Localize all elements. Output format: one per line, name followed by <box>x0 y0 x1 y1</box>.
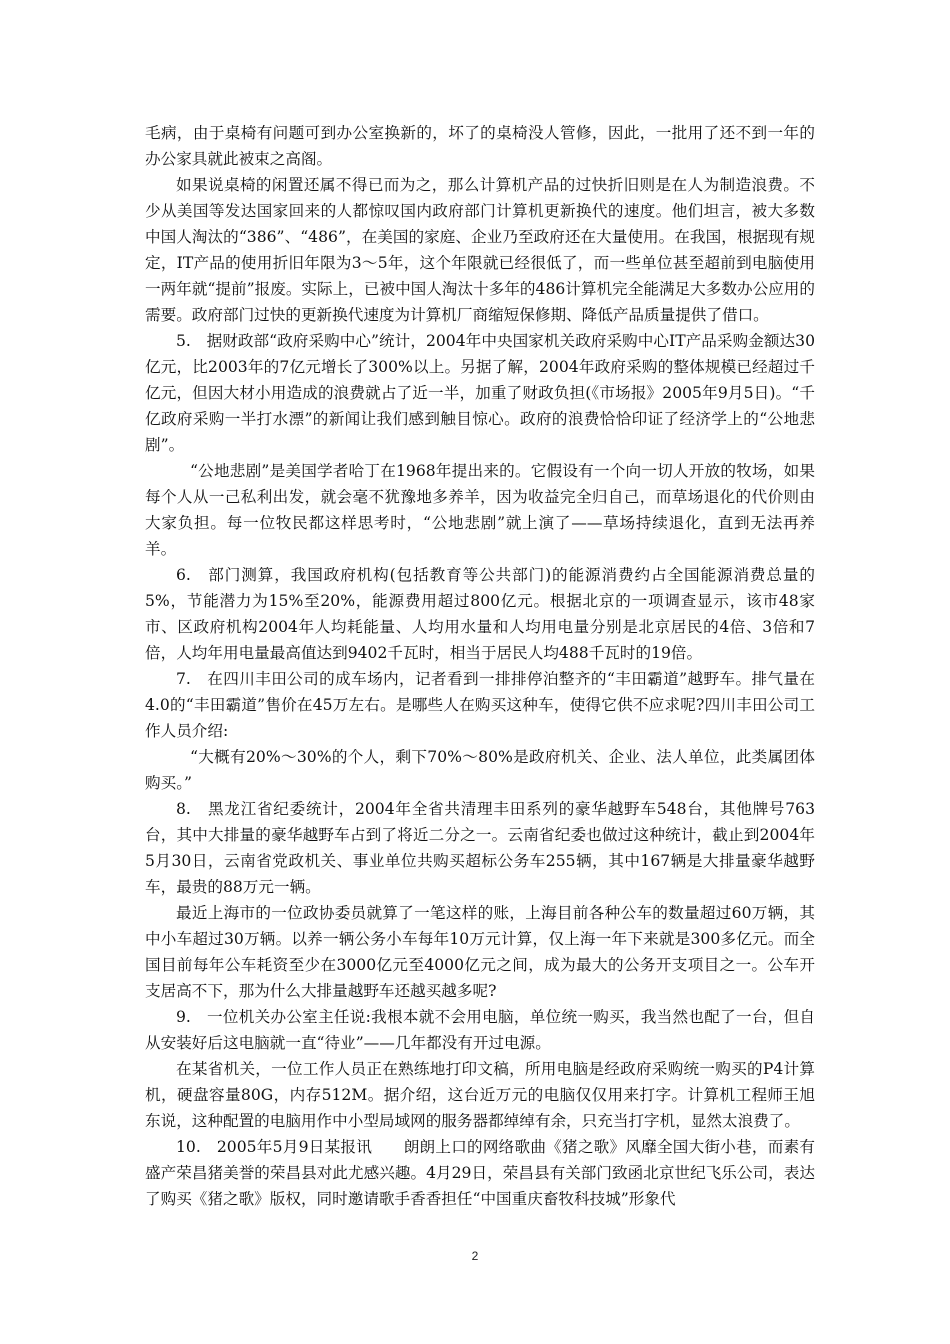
page-number: 2 <box>471 1249 479 1263</box>
body-text <box>145 120 815 1212</box>
paragraph-computer-depreciation: 如果说桌椅的闲置还属不得已而为之，那么计算机产品的过快折旧则是在人为制造浪费。不少从美国等发达国家回来的人都惊叹国内政府部门计算机更新换代的速度。他们坦言，被大多数中国人淘汰的“386”、“486”，在美国的家庭、企业乃至政府还在大量使用。在我国，根据现有规定，IT产品的使用折旧年限为3～5年，这个年限就已经很低了，而一些单位甚至超前到电脑使用一两年就“提前”报废。实际上，已被中国人淘汰十多年的486计算机完全能满足大多数办公应用的需要。政府部门过快的更新换代速度为计算机厂商缩短保修期、降低产品质量提供了借口。 <box>145 176 815 324</box>
paragraph-item-9: 9. 一位机关办公室主任说:我根本就不会用电脑，单位统一购买，我当然也配了一台，但自从安装好后这电脑就一直“待业”——几年都没有开过电源。 <box>145 1008 815 1052</box>
paragraph-tragedy-of-commons: “公地悲剧”是美国学者哈丁在1968年提出来的。它假设有一个向一切人开放的牧场，如果每个人从一己私利出发，就会毫不犹豫地多养羊，因为收益完全归自己，而草场退化的代价则由大家负担。每一位牧民都这样思考时，“公地悲剧”就上演了——草场持续退化，直到无法再养羊。 <box>145 462 815 558</box>
paragraph-item-6: 6. 部门测算，我国政府机构(包括教育等公共部门)的能源消费约占全国能源消费总量的5%，节能潜力为15%至20%，能源费用超过800亿元。根据北京的一项调查显示，该市48家市、区政府机构2004年人均耗能量、人均用水量和人均用电量分别是北京居民的4倍、3倍和7倍，人均年用电量最高值达到9402千瓦时，相当于居民人均488千瓦时的19倍。 <box>145 566 815 662</box>
paragraph-typing-computer: 在某省机关，一位工作人员正在熟练地打印文稿，所用电脑是经政府采购统一购买的P4计算机，硬盘容量80G，内存512M。据介绍，这台近万元的电脑仅仅用来打字。计算机工程师王旭东说，这种配置的电脑用作中小型局域网的服务器都绰绰有余，只充当打字机，显然太浪费了。 <box>145 1060 815 1130</box>
paragraph-quote-buyers: “大概有20%～30%的个人，剩下70%～80%是政府机关、企业、法人单位，此类属团体购买。” <box>145 748 815 792</box>
paragraph-shanghai-cars: 最近上海市的一位政协委员就算了一笔这样的账，上海目前各种公车的数量超过60万辆，其中小车超过30万辆。以养一辆公务小车每年10万元计算，仅上海一年下来就是300多亿元。而全国目前每年公车耗资至少在3000亿元至4000亿元之间，成为最大的公务开支项目之一。公车开支居高不下，那为什么大排量越野车还越买越多呢? <box>145 904 815 1000</box>
paragraph-item-7: 7. 在四川丰田公司的成车场内，记者看到一排排停泊整齐的“丰田霸道”越野车。排气量在4.0的“丰田霸道”售价在45万左右。是哪些人在购买这种车，使得它供不应求呢?四川丰田公司工作人员介绍: <box>145 670 815 740</box>
paragraph-item-10: 10. 2005年5月9日某报讯 朗朗上口的网络歌曲《猪之歌》风靡全国大街小巷，而素有盛产荣昌猪美誉的荣昌县对此尤感兴趣。4月29日，荣昌县有关部门致函北京世纪飞乐公司，表达了购买《猪之歌》版权，同时邀请歌手香香担任“中国重庆畜牧科技城”形象代 <box>145 1138 815 1208</box>
paragraph-item-5: 5. 据财政部“政府采购中心”统计，2004年中央国家机关政府采购中心IT产品采购金额达30亿元，比2003年的7亿元增长了300%以上。另据了解，2004年政府采购的整体规模已经超过千亿元，但因大材小用造成的浪费就占了近一半，加重了财政负担(《市场报》2005年9月5日)。“千亿政府采购一半打水漂”的新闻让我们感到触目惊心。政府的浪费恰恰印证了经济学上的“公地悲剧”。 <box>145 332 815 454</box>
paragraph-continuation: 毛病，由于桌椅有问题可到办公室换新的，坏了的桌椅没人管修，因此，一批用了还不到一年的办公家具就此被束之高阁。 <box>145 124 815 168</box>
paragraph-item-8: 8. 黑龙江省纪委统计，2004年全省共清理丰田系列的豪华越野车548台，其他牌号763台，其中大排量的豪华越野车占到了将近二分之一。云南省纪委也做过这种统计，截止到2004年5月30日，云南省党政机关、事业单位共购买超标公务车255辆，其中167辆是大排量豪华越野车，最贵的88万元一辆。 <box>145 800 815 896</box>
